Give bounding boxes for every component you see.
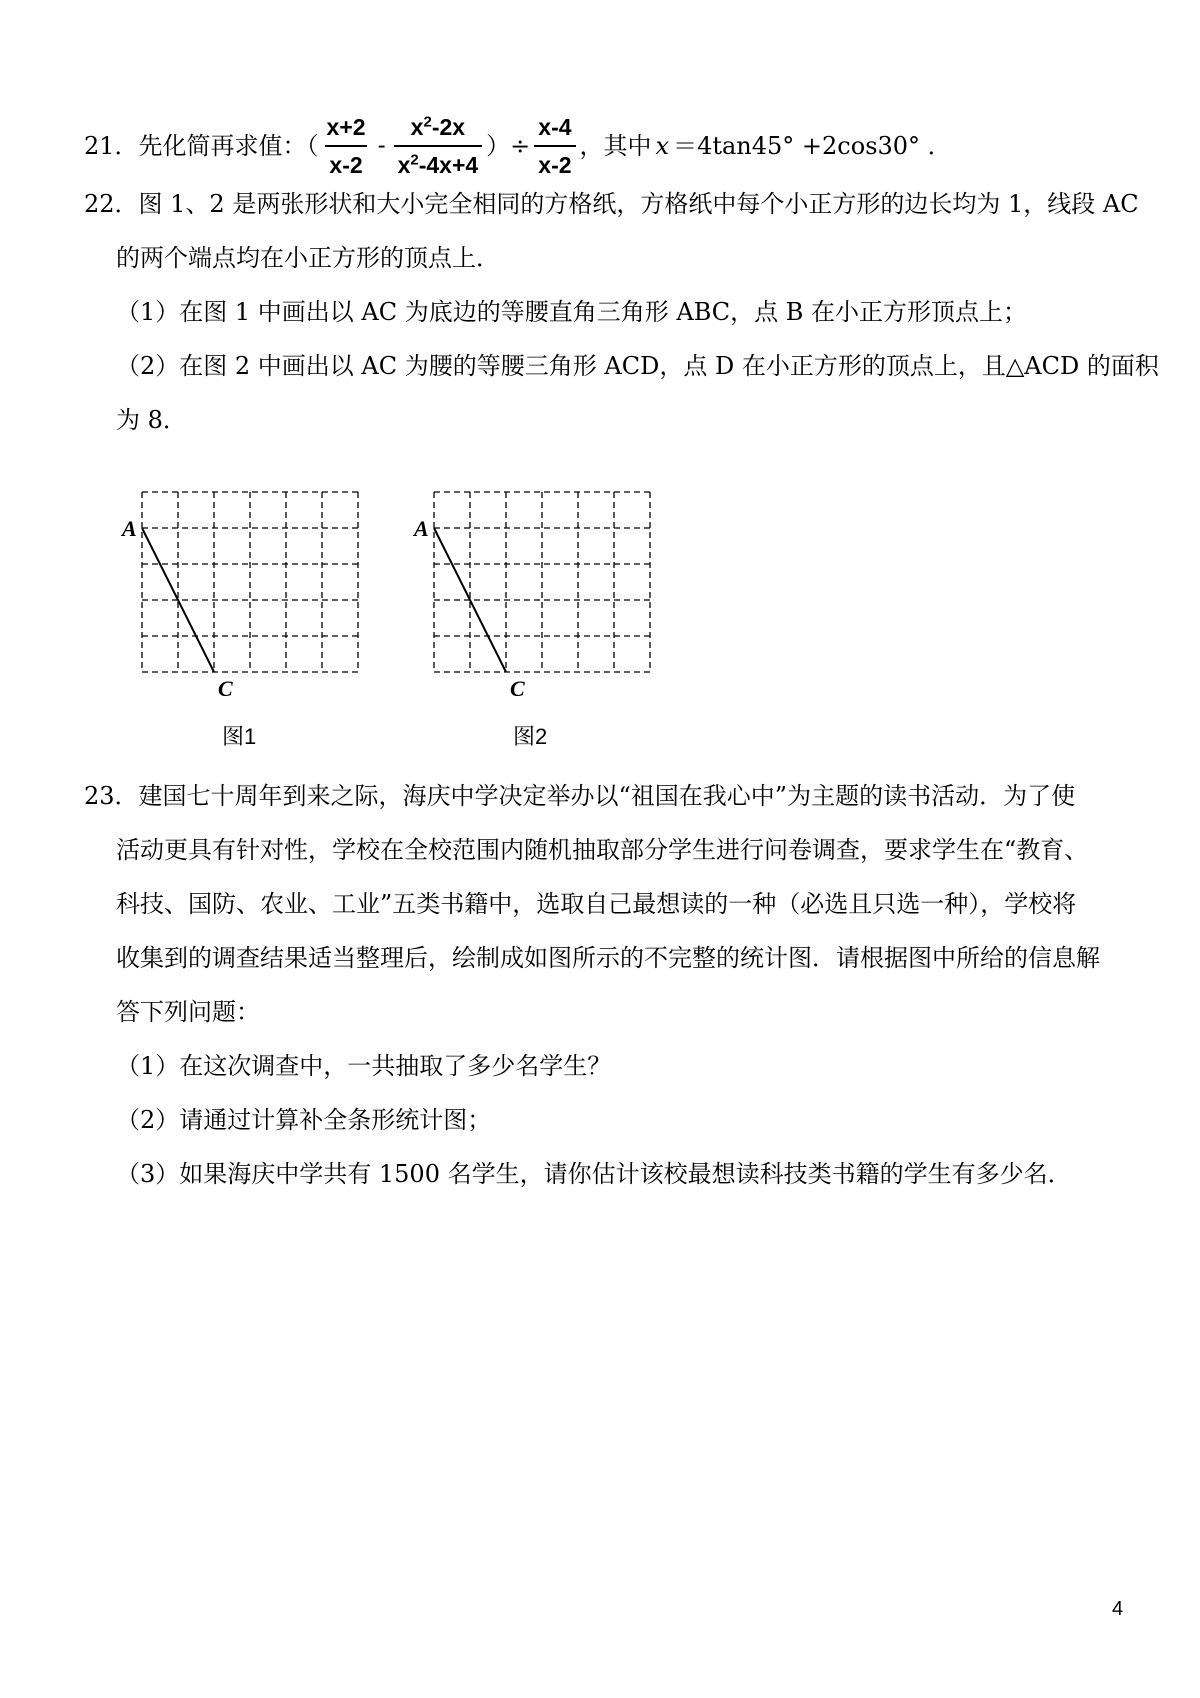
q23-line-4: 收集到的调查结果适当整理后，绘制成如图所示的不完整的统计图．请根据图中所给的信息解 [116,944,1100,972]
q21-suffix-a: ，其中 [579,132,652,160]
q22-part-2-line-2: 为 8． [116,406,187,434]
label-a-2: A [414,516,429,541]
figure-1-grid [118,486,368,706]
fraction-1-numerator: x+2 [326,114,366,140]
q21-suffix-b: ＝4tan45° +2cos30° ． [673,132,952,160]
fraction-3-numerator: x-4 [538,114,572,140]
fraction-2 [394,111,483,181]
figure-1-caption: 图1 [222,724,257,749]
q21-prefix: 21．先化简再求值：（ [84,132,319,160]
q23-line-2: 活动更具有针对性，学校在全校范围内随机抽取部分学生进行问卷调查，要求学生在“教育、 [116,836,1089,864]
figure-2-grid [410,486,660,706]
q23-part-1: （1）在这次调查中，一共抽取了多少名学生？ [116,1052,612,1080]
q23-line-5: 答下列问题： [116,998,260,1026]
label-c-2: C [510,676,525,701]
q23-part-2: （2）请通过计算补全条形统计图； [116,1106,492,1134]
q23-line-3: 科技、国防、农业、工业”五类书籍中，选取自己最想读的一种（必选且只选一种），学校将 [116,890,1077,918]
page-number: 4 [1112,1598,1124,1620]
fraction-2-denominator [394,145,483,181]
figure-1 [118,486,368,710]
fraction-1-denominator: x-2 [325,145,366,181]
close-paren-divide: ）÷ [486,132,531,160]
q22-part-2-line-1: （2）在图 2 中画出以 AC 为腰的等腰三角形 ACD，点 D 在小正方形的顶点上，且△ACD 的面积 [116,352,1159,380]
fraction-2-num-rest: -2x [431,114,466,140]
fraction-2-numerator [407,111,469,145]
fraction-1 [323,111,370,181]
figure-2-caption: 图2 [513,724,548,749]
fraction-2-num-base: x [410,114,424,140]
q22-part-1: （1）在图 1 中画出以 AC 为底边的等腰直角三角形 ABC，点 B 在小正方形顶点上； [116,298,1028,326]
q23-part-3: （3）如果海庆中学共有 1500 名学生，请你估计该校最想读科技类书籍的学生有多少名． [116,1160,1072,1188]
q23-line-1: 23．建国七十周年到来之际，海庆中学决定举办以“祖国在我心中”为主题的读书活动．为了使 [84,782,1076,810]
label-a-1: A [122,516,137,541]
question-21 [84,106,952,186]
minus-sign: - [377,132,386,159]
fraction-2-den-exp: 2 [410,151,419,169]
fraction-2-den-base: x [397,152,411,178]
q21-variable: x [655,132,670,160]
fraction-3 [534,111,575,181]
fraction-2-den-rest: -4x+4 [418,152,479,178]
label-c-1: C [218,676,233,701]
q22-line-2: 的两个端点均在小正方形的顶点上． [116,244,500,272]
figure-2 [410,486,660,710]
fraction-3-denominator: x-2 [534,145,575,181]
q22-line-1: 22．图 1、2 是两张形状和大小完全相同的方格纸，方格纸中每个小正方形的边长均为 1，线段 AC [84,190,1139,218]
fraction-2-num-exp: 2 [423,113,432,131]
